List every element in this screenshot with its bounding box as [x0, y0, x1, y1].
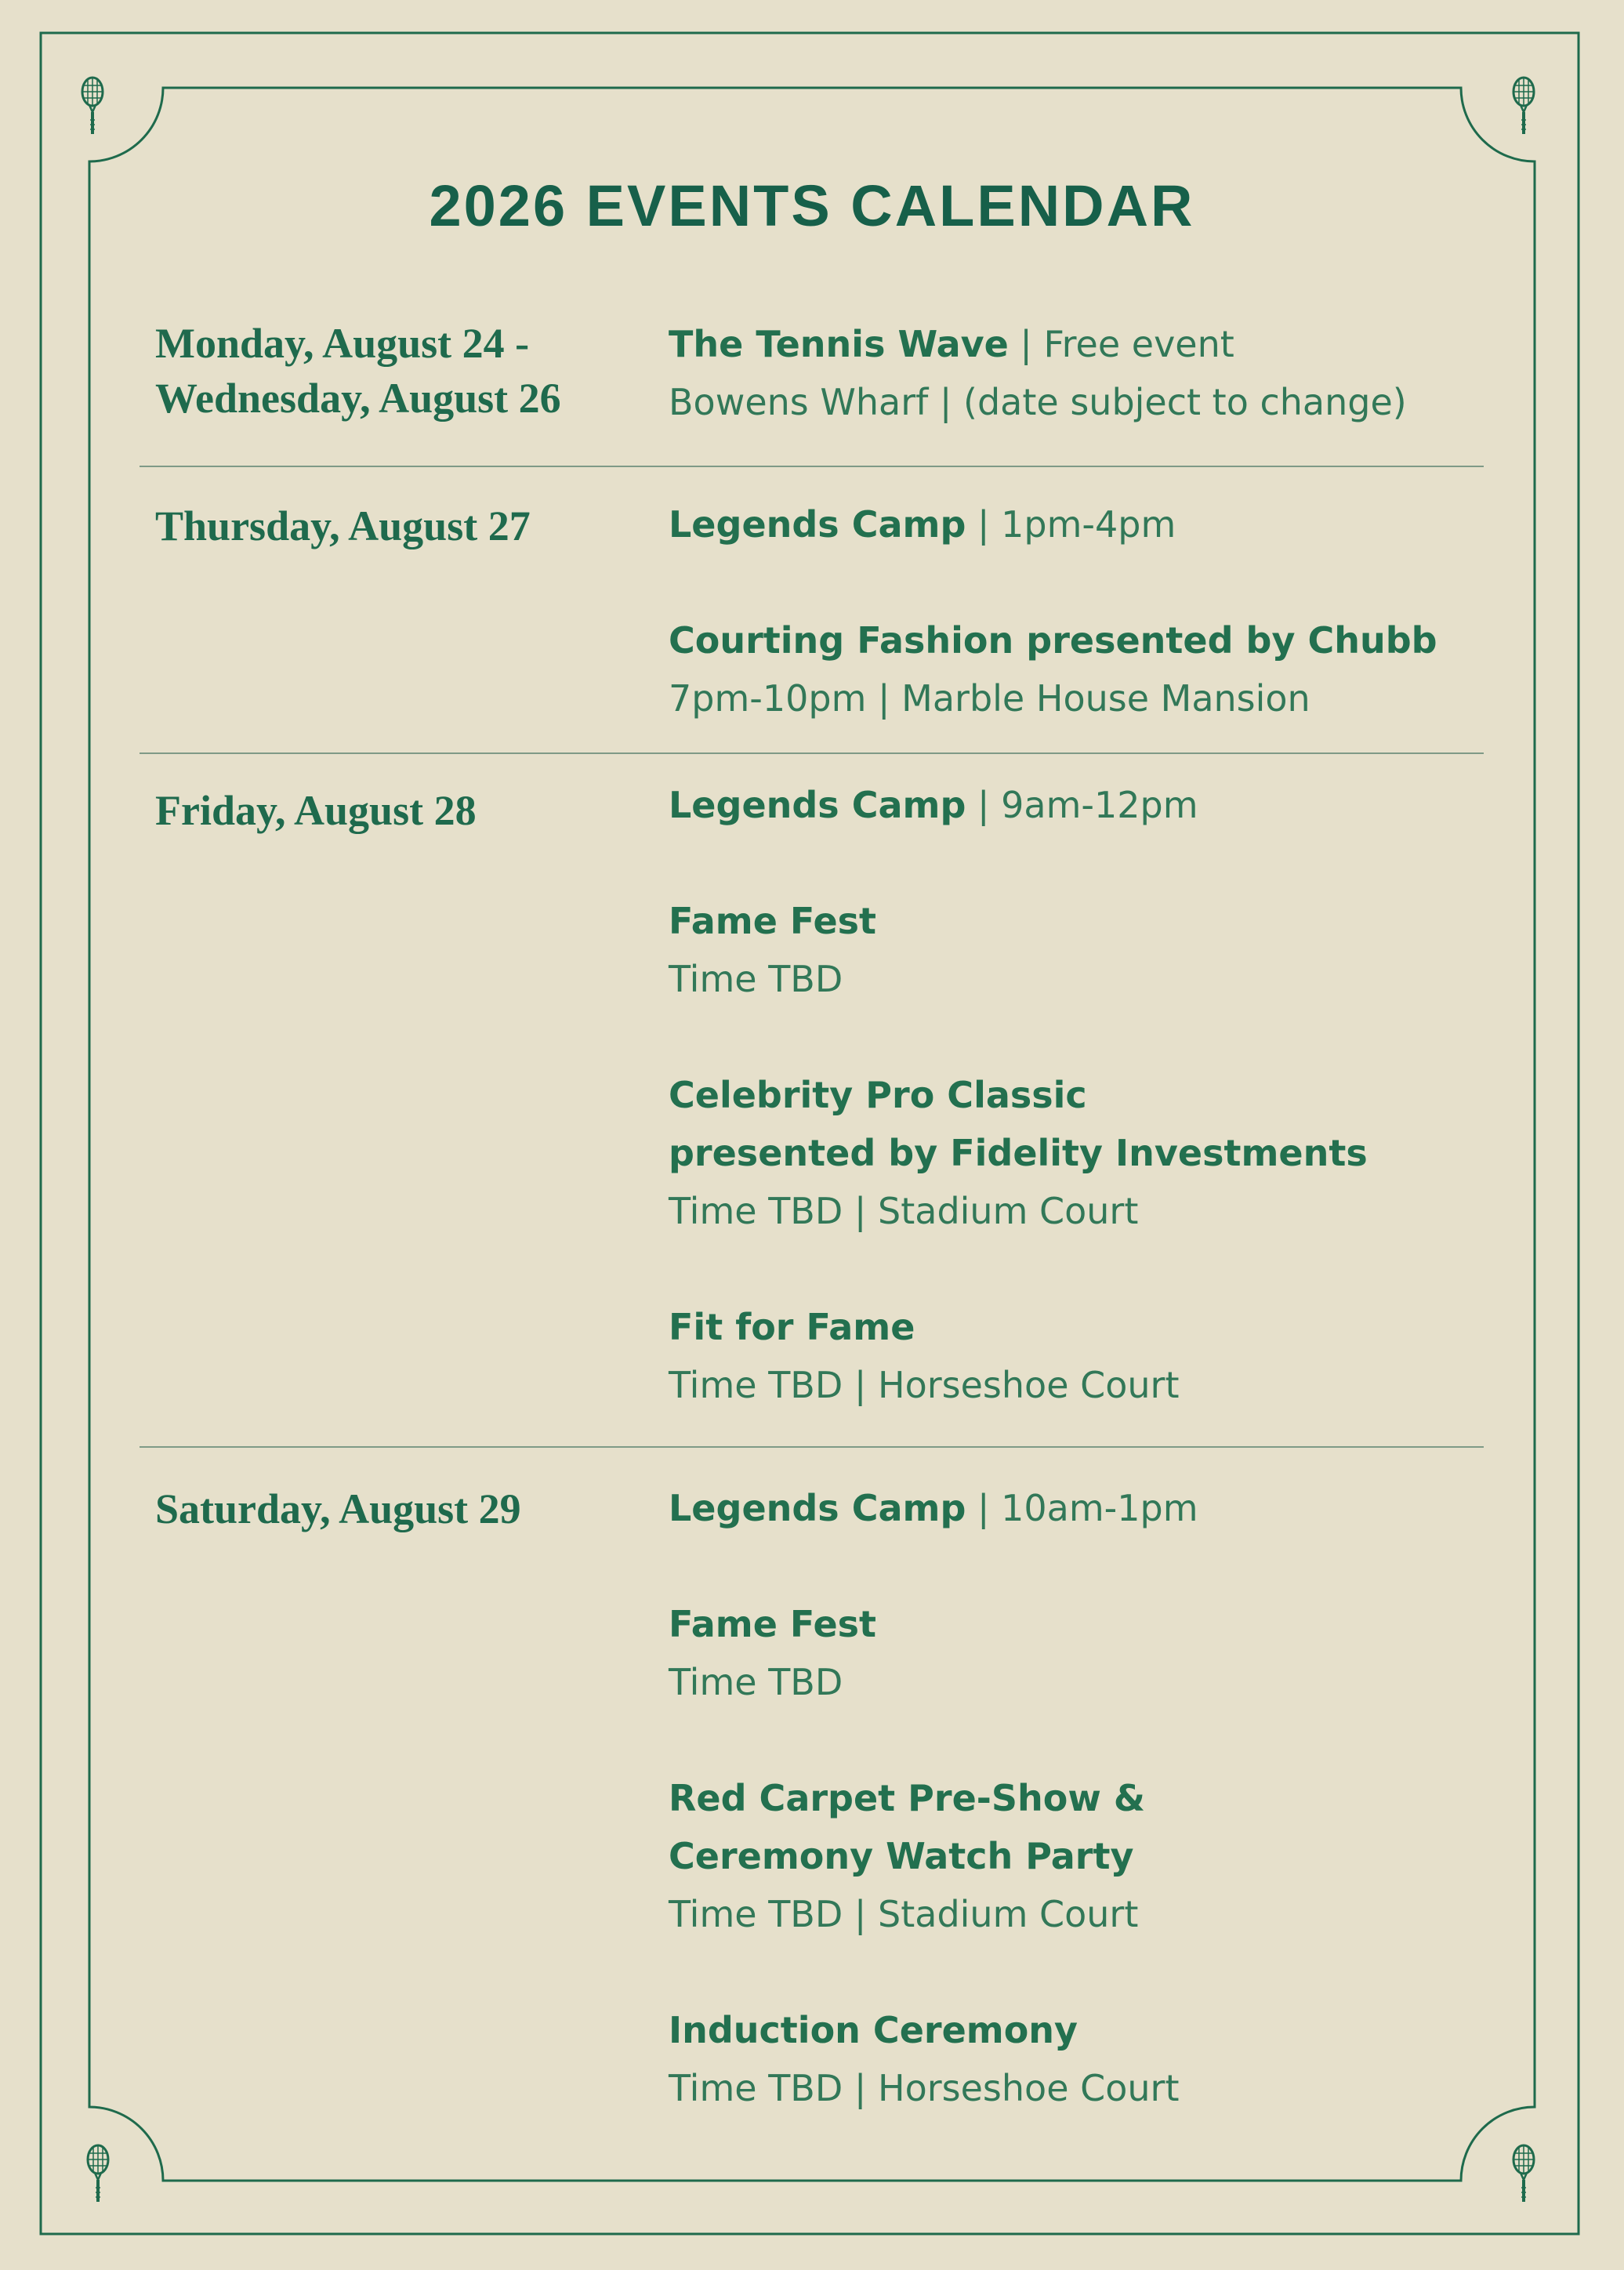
date-line: Wednesday, August 26 [155, 375, 561, 422]
event-inline-detail: | 1pm-4pm [977, 503, 1176, 546]
date-line: Monday, August 24 - [155, 320, 530, 367]
day-date [155, 1481, 657, 1536]
event-name: Induction Ceremony [669, 2009, 1078, 2051]
event-name: presented by Fidelity Investments [669, 1132, 1368, 1174]
tennis-racket-icon [88, 2145, 108, 2202]
tennis-racket-icon [1513, 78, 1534, 134]
event-name: Legends Camp [669, 784, 966, 826]
event-detail: Time TBD [669, 958, 843, 1000]
event-detail: 7pm-10pm | Marble House Mansion [669, 677, 1310, 720]
tennis-racket-icon [82, 78, 103, 134]
date-line: Saturday, August 29 [155, 1485, 521, 1532]
day-date [155, 316, 657, 426]
event-name: Red Carpet Pre-Show & [669, 1777, 1145, 1819]
day-date [155, 783, 657, 838]
event-detail: Time TBD | Horseshoe Court [669, 2067, 1180, 2109]
event-inline-detail: | Free event [1020, 323, 1234, 365]
event-title [669, 776, 1198, 834]
page-title: 2026 EVENTS CALENDAR [429, 173, 1195, 238]
event-name: Celebrity Pro Classic [669, 1074, 1087, 1116]
date-line: Friday, August 28 [155, 787, 477, 834]
event-name: Ceremony Watch Party [669, 1835, 1134, 1877]
event-detail: Bowens Wharf | (date subject to change) [669, 381, 1407, 423]
event-title [669, 1479, 1198, 1537]
event-name: Fame Fest [669, 1603, 877, 1645]
event-name: Legends Camp [669, 1487, 966, 1529]
day-date [155, 499, 657, 553]
event-name: The Tennis Wave [669, 323, 1009, 365]
event-name: Fit for Fame [669, 1306, 915, 1348]
event-detail: Time TBD [669, 1661, 843, 1703]
event-title [669, 315, 1234, 373]
divider [140, 752, 1484, 754]
event-inline-detail: | 9am-12pm [977, 784, 1198, 826]
event-title [669, 495, 1176, 553]
event-name: Legends Camp [669, 503, 966, 546]
event-detail: Time TBD | Stadium Court [669, 1893, 1139, 1935]
divider [140, 1446, 1484, 1448]
event-detail: Time TBD | Horseshoe Court [669, 1364, 1180, 1406]
divider [140, 466, 1484, 467]
tennis-racket-icon [1513, 2145, 1534, 2202]
event-detail: Time TBD | Stadium Court [669, 1190, 1139, 1232]
event-name: Courting Fashion presented by Chubb [669, 619, 1437, 662]
event-inline-detail: | 10am-1pm [977, 1487, 1198, 1529]
event-name: Fame Fest [669, 900, 877, 942]
date-line: Thursday, August 27 [155, 502, 531, 549]
